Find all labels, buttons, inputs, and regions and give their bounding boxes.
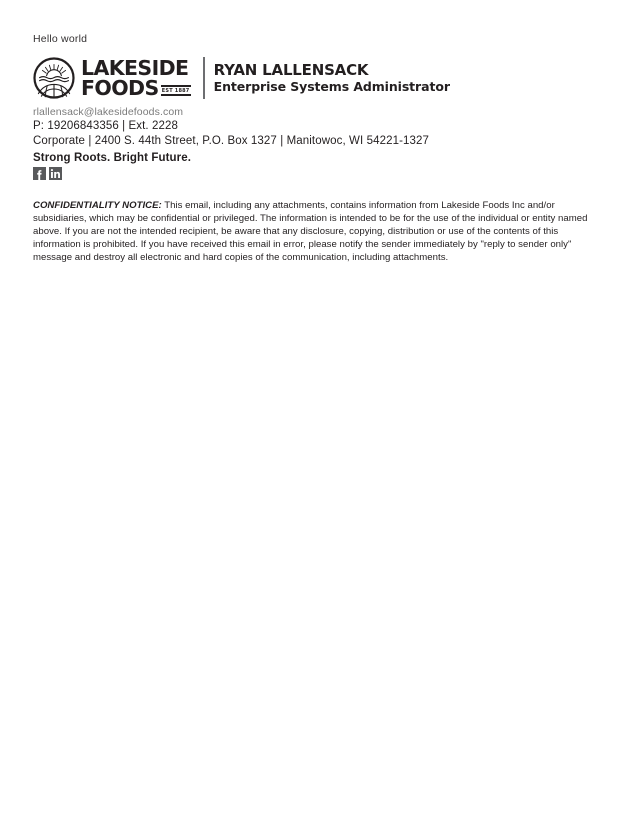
company-name-line-1: LAKESIDE [81,56,189,80]
email-address[interactable]: rlallensack@lakesidefoods.com [33,106,184,118]
greeting-text: Hello world [33,33,88,45]
facebook-icon[interactable] [33,167,46,180]
badge-rule-bottom [161,94,191,96]
linkedin-icon[interactable] [49,167,62,180]
social-links [33,167,62,180]
person-identity [214,61,450,95]
confidentiality-notice [33,199,600,265]
company-name-line-2: FOODS [81,76,159,100]
person-name: RYAN LALLENSACK [213,61,369,79]
lakeside-sun-waves-emblem-icon [33,57,75,99]
confidentiality-body: This email, including any attachments, contains information from Lakeside Foods Inc and/or subsidiaries, which may be confidential or privileged. The information is intended to be for the use of the individual or entity named above. If you are not the intended recipient, be aware that any disclosure, copying, distribution or use of the contents of this information is prohibited. If you have received this email in error, please notify the sender immediately by "reply to sender only" message and destroy all electronic and hard copies of the communication, including attachments. [33,199,588,264]
established-badge [161,85,191,96]
address-line: Corporate | 2400 S. 44th Street, P.O. Box 1327 | Manitowoc, WI 54221-1327 [33,135,429,147]
company-tagline: Strong Roots. Bright Future. [33,152,192,164]
contact-block [33,105,593,166]
phone-line: P: 19206843356 | Ext. 2228 [33,120,178,132]
established-year-text: EST 1887 [161,87,190,94]
company-wordmark [81,58,191,98]
signature-header [33,57,450,99]
company-logo [33,57,191,99]
person-job-title: Enterprise Systems Administrator [213,79,450,94]
confidentiality-label: CONFIDENTIALITY NOTICE: [33,199,162,211]
vertical-divider [203,57,205,99]
